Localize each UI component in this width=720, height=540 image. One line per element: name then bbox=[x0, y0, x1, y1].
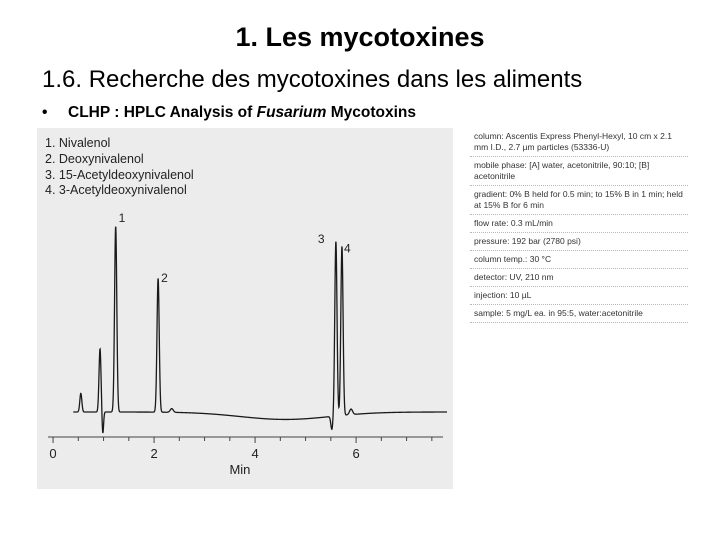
legend-entry: 3. 15-Acetyldeoxynivalenol bbox=[45, 167, 194, 182]
peak-label: 3 bbox=[317, 232, 325, 247]
peak-label: 4 bbox=[343, 241, 351, 256]
legend-entry: 1. Nivalenol bbox=[45, 136, 111, 150]
peak-labels bbox=[119, 211, 351, 285]
param-detector: detector: UV, 210 nm bbox=[470, 269, 688, 287]
param-pressure: pressure: 192 bar (2780 psi) bbox=[470, 233, 688, 251]
legend-entry: 4. 3-Acetyldeoxynivalenol bbox=[45, 183, 187, 198]
bullet-item bbox=[42, 104, 416, 122]
bullet-text-prefix: CLHP : HPLC Analysis of bbox=[68, 104, 257, 121]
param-gradient: gradient: 0% B held for 0.5 min; to 15% B in 1 min; held at 15% B for 6 min bbox=[470, 186, 688, 215]
x-axis-ticks bbox=[49, 437, 431, 461]
param-injection: injection: 10 µL bbox=[470, 287, 688, 305]
chromatogram-trace bbox=[73, 227, 447, 433]
peak-label: 1 bbox=[118, 211, 126, 225]
x-axis-label: Min bbox=[229, 462, 251, 477]
legend-entry: 2. Deoxynivalenol bbox=[45, 151, 144, 166]
param-flow-rate: flow rate: 0.3 mL/min bbox=[470, 215, 688, 233]
x-tick-label: 6 bbox=[352, 446, 360, 461]
x-tick-label: 4 bbox=[251, 446, 259, 461]
x-tick-label: 0 bbox=[49, 446, 57, 461]
param-column: column: Ascentis Express Phenyl-Hexyl, 10 cm x 2.1 mm I.D., 2.7 µm particles (53336-U) bbox=[470, 128, 688, 157]
bullet-dot: • bbox=[42, 104, 48, 121]
param-column-temp: column temp.: 30 °C bbox=[470, 251, 688, 269]
param-mobile-phase: mobile phase: [A] water, acetonitrile, 90:10; [B] acetonitrile bbox=[470, 157, 688, 186]
bullet-text-italic: Fusarium bbox=[256, 104, 327, 121]
bullet-text-suffix: Mycotoxins bbox=[326, 104, 416, 121]
param-sample: sample: 5 mg/L ea. in 95:5, water:acetonitrile bbox=[470, 305, 688, 323]
chromatogram-panel bbox=[37, 128, 453, 489]
x-tick-label: 2 bbox=[150, 446, 158, 461]
slide-subtitle: 1.6. Recherche des mycotoxines dans les aliments bbox=[42, 66, 583, 93]
method-parameters bbox=[470, 128, 688, 323]
chart-legend bbox=[45, 136, 194, 199]
peak-label: 2 bbox=[161, 271, 168, 286]
slide-title: 1. Les mycotoxines bbox=[235, 22, 485, 52]
